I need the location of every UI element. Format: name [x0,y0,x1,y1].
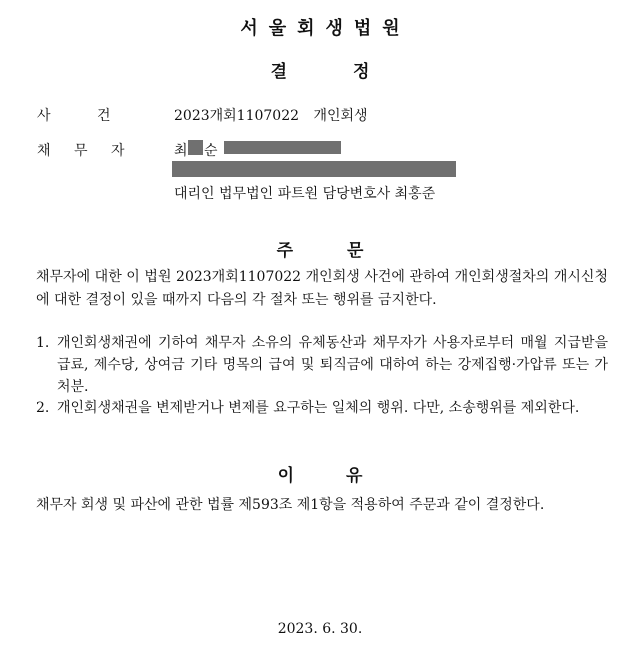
order-item-number: 1. [36,335,50,351]
order-heading: 주 문 [276,241,364,261]
order-intro: 채무자에 대한 이 법원 2023개회1107022 개인회생 사건에 관하여 개인회생절차의 개시신청에 대한 결정이 있을 때까지 다음의 각 절차 또는 행위를 금지한다. [36,269,608,308]
redacted-name-middle [188,140,203,155]
redacted-address [172,161,456,177]
debtor-label: 채 무 자 [37,143,125,159]
order-item-text: 개인회생채권에 기하여 채무자 소유의 유체동산과 채무자가 사용자로부터 매월 지급받을 급료, 제수당, 상여금 기타 명목의 급여 및 퇴직금에 대하여 하는 강제집행·가압류 또는 가처분. [57,335,608,395]
debtor-name-last: 순 [204,143,218,159]
order-item-text: 개인회생채권을 변제받거나 변제를 요구하는 일체의 행위. 다만, 소송행위를 제외한다. [57,400,580,416]
decision-date: 2023. 6. 30. [277,621,363,637]
case-value: 2023개회1107022 개인회생 [174,108,368,124]
document-title: 결 정 [270,62,370,82]
case-label: 사 건 [37,108,111,124]
order-item-number: 2. [36,400,50,416]
redacted-resident-number [224,141,341,154]
order-item-1 [36,332,608,398]
order-item-2 [36,397,608,419]
court-name: 서울회생법원 [240,18,411,39]
debtor-agent: 대리인 법무법인 파트원 담당변호사 최홍준 [174,186,436,202]
debtor-name-first: 최 [174,143,188,159]
reason-text: 채무자 회생 및 파산에 관한 법률 제593조 제1항을 적용하여 주문과 같이 결정한다. [36,497,545,513]
reason-heading: 이 유 [277,466,363,486]
